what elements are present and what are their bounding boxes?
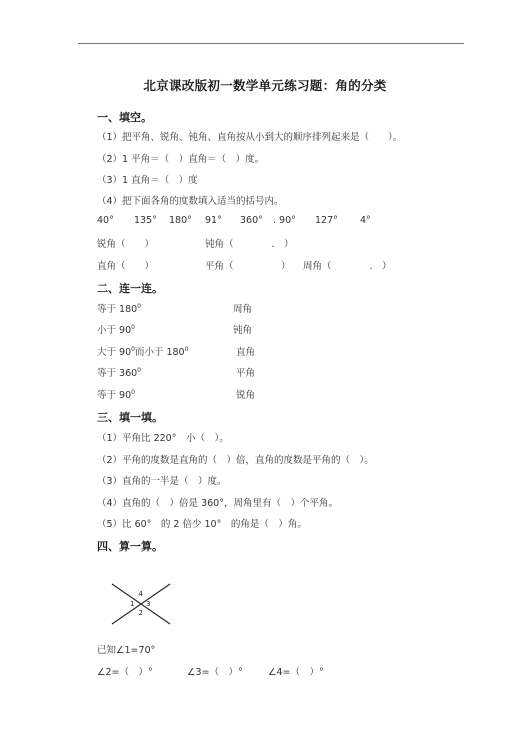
degree-item: 40° [97, 215, 114, 226]
degree-item: 91° [205, 215, 222, 226]
question-1-4: （4）把下面各角的度数填入适当的括号内。 [97, 196, 284, 207]
angle-label: 4 [138, 590, 143, 598]
degree-item: 127° [315, 215, 338, 226]
intersecting-lines-figure [108, 580, 174, 628]
answer-angle-3: ∠3=（ ）° [187, 667, 243, 678]
question-3-1: （1）平角比 220° 小（ ）。 [97, 433, 229, 444]
round-blank: 周角（ . ） [303, 261, 392, 272]
section-heading-fill-in: 三、填一填。 [97, 411, 163, 424]
degree-item: 180° [169, 215, 192, 226]
question-3-3: （3）直角的一半是（ ）度。 [97, 476, 227, 487]
header-rule [78, 43, 464, 44]
match-right-item: 钝角 [233, 325, 253, 336]
match-left-item: 等于 $360^0$ [97, 366, 141, 379]
question-3-4: （4）直角的（ ）倍是 360°，周角里有（ ）个平角。 [97, 498, 338, 509]
section-heading-match: 二、连一连。 [97, 282, 163, 295]
degree-item: 135° [134, 215, 157, 226]
match-right-item: 直角 [236, 347, 256, 358]
question-1-3: （3）1 直角＝（ ）度 [97, 175, 198, 186]
degree-item: 360° [240, 215, 263, 226]
match-left-item: 等于 $180^0$ [97, 302, 141, 315]
section-heading-calc: 四、算一算。 [97, 540, 163, 553]
match-right-item: 锐角 [236, 390, 256, 401]
straight-blank: 平角（ ） [205, 261, 291, 272]
match-left-item: 小于 $90^0$ [97, 323, 135, 336]
obtuse-blank: 钝角（ . ） [205, 239, 294, 250]
question-1-2: （2）1 平角＝（ ）直角＝（ ）度。 [97, 154, 265, 165]
match-right-item: 平角 [236, 368, 256, 379]
question-3-5: （5）比 60° 的 2 倍少 10° 的角是（ ）角。 [97, 519, 307, 530]
acute-blank: 锐角（ ） [97, 239, 155, 250]
angle-label: 1 [130, 600, 135, 608]
right-blank: 直角（ ） [97, 261, 155, 272]
degree-item: . 90° [273, 215, 296, 226]
answer-angle-4: ∠4=（ ）° [268, 667, 324, 678]
question-1-1: （1）把平角、锐角、钝角、直角按从小到大的顺序排列起来是（ ）。 [97, 132, 403, 143]
degree-item: 4° [360, 215, 371, 226]
question-3-2: （2）平角的度数是直角的（ ）倍，直角的度数是平角的（ ）。 [97, 455, 374, 466]
angle-label: 3 [146, 600, 151, 608]
section-heading-fill: 一、填空。 [97, 111, 152, 124]
match-right-item: 周角 [233, 304, 253, 315]
match-left-item: 等于 $90^0$ [97, 388, 135, 401]
answer-angle-2: ∠2=（ ）° [97, 667, 153, 678]
page-title: 北京课改版初一数学单元练习题：角的分类 [143, 78, 387, 93]
angle-label: 2 [138, 609, 143, 617]
match-left-item: 大于 $90^0$而小于 $180^0$ [97, 345, 189, 358]
given-condition: 已知∠1=70° [97, 645, 156, 656]
